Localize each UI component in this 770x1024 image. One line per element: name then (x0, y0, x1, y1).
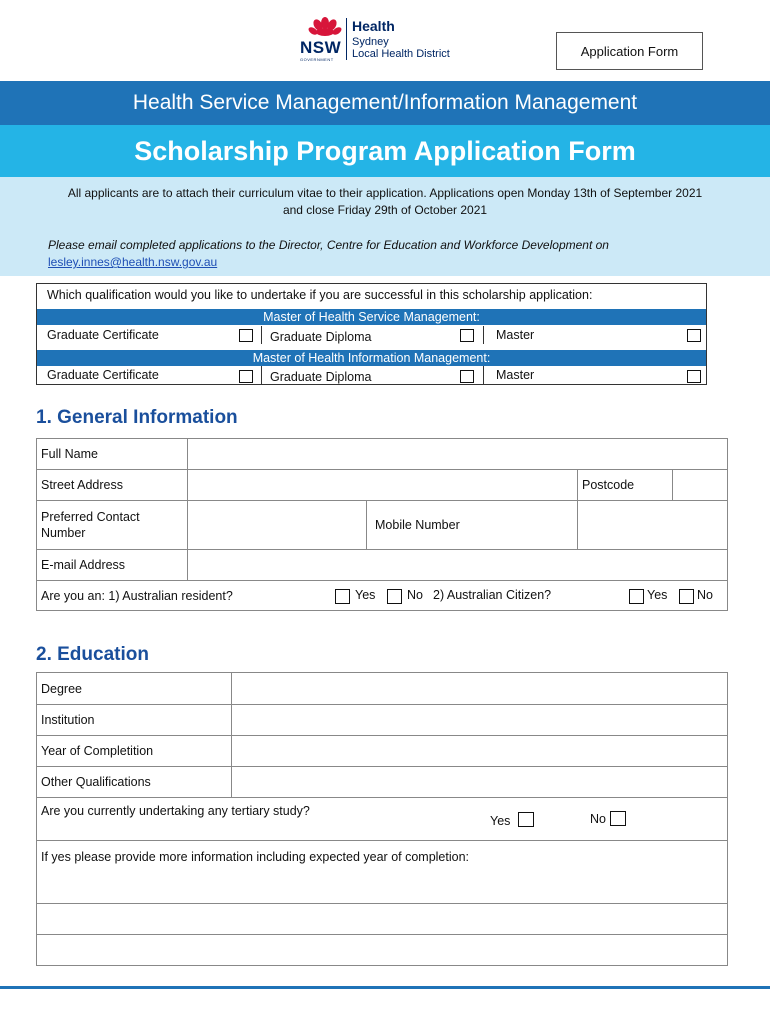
logo-nsw-text: NSW (300, 38, 342, 57)
tertiary-no-checkbox[interactable] (610, 811, 626, 826)
more-info-line-2[interactable] (37, 935, 728, 966)
email-input[interactable] (188, 550, 728, 581)
citizen-yes-label: Yes (647, 588, 668, 602)
waratah-icon (308, 16, 342, 38)
email-instruction (48, 237, 738, 271)
street-input[interactable] (188, 470, 578, 501)
qualification-box (36, 283, 707, 385)
him-cert-checkbox[interactable] (239, 370, 253, 383)
resident-no-label: No (407, 588, 423, 602)
logo-divider (346, 18, 347, 60)
tertiary-no-label: No (590, 812, 606, 826)
institution-input[interactable] (232, 705, 728, 736)
general-info-table (36, 438, 728, 611)
resident-yes-checkbox[interactable] (335, 589, 350, 604)
email-link[interactable]: lesley.innes@health.nsw.gov.au (48, 255, 218, 269)
tertiary-row (37, 798, 728, 841)
hsm-cert-checkbox[interactable] (239, 329, 253, 342)
mobile-input[interactable] (578, 501, 728, 550)
hsm-master-label: Master (496, 328, 535, 342)
tertiary-yes-checkbox[interactable] (518, 812, 534, 827)
citizen-question: 2) Australian Citizen? (433, 588, 552, 602)
education-table (36, 672, 728, 966)
more-info-label: If yes please provide more information including expected year of completion: (37, 841, 728, 904)
street-label: Street Address (37, 470, 188, 501)
degree-label: Degree (37, 673, 232, 705)
contact-label: Preferred Contact Number (37, 501, 188, 550)
row-divider (261, 326, 262, 344)
general-section-title: 1. General Information (36, 407, 238, 428)
more-info-line-1[interactable] (37, 904, 728, 935)
intro-text: All applicants are to attach their curriculum vitae to their application. Applications open Monday 13th of September 2021 and close Friday 29th of October 2021 (67, 186, 703, 217)
him-cert-label: Graduate Certificate (47, 368, 159, 382)
citizen-yes-checkbox[interactable] (629, 589, 644, 604)
full-name-label: Full Name (37, 439, 188, 470)
hsm-master-checkbox[interactable] (687, 329, 701, 342)
logo-sub1: Sydney (352, 36, 389, 48)
hsm-dipl-label: Graduate Diploma (270, 330, 372, 344)
year-label: Year of Completition (37, 736, 232, 767)
intro-panel (0, 177, 770, 276)
email-role: Director, Centre for Education and Workforce Development (278, 238, 593, 252)
resident-yes-label: Yes (355, 588, 376, 602)
postcode-input[interactable] (673, 470, 728, 501)
citizen-no-label: No (697, 588, 713, 602)
him-dipl-label: Graduate Diploma (270, 370, 372, 384)
tertiary-yes-label: Yes (490, 814, 511, 828)
resident-question: Are you an: 1) Australian resident? (41, 588, 233, 603)
logo-gov-text: GOVERNMENT (300, 57, 334, 62)
him-title: Master of Health Information Management: (37, 350, 706, 366)
email-on: on (592, 238, 609, 252)
postcode-label: Postcode (578, 470, 673, 501)
hsm-dipl-checkbox[interactable] (460, 329, 474, 342)
hsm-options-row (37, 326, 706, 344)
other-label: Other Qualifications (37, 767, 232, 798)
resident-no-checkbox[interactable] (387, 589, 402, 604)
tertiary-question: Are you currently undertaking any tertiary study? (41, 804, 310, 818)
page-title: Scholarship Program Application Form (0, 125, 770, 177)
row-divider (483, 366, 484, 384)
row-divider (483, 326, 484, 344)
degree-input[interactable] (232, 673, 728, 705)
citizen-no-checkbox[interactable] (679, 589, 694, 604)
row-divider (261, 366, 262, 384)
hsm-title: Master of Health Service Management: (37, 309, 706, 325)
logo-sub2: Local Health District (352, 48, 450, 60)
him-master-checkbox[interactable] (687, 370, 701, 383)
mobile-label: Mobile Number (367, 501, 578, 550)
him-options-row (37, 366, 706, 384)
hsm-cert-label: Graduate Certificate (47, 328, 159, 342)
email-label: E-mail Address (37, 550, 188, 581)
contact-input[interactable] (188, 501, 367, 550)
qualification-question: Which qualification would you like to undertake if you are successful in this scholarship application: (47, 288, 593, 302)
him-master-label: Master (496, 368, 535, 382)
nsw-health-logo (300, 14, 500, 64)
full-name-input[interactable] (188, 439, 728, 470)
other-input[interactable] (232, 767, 728, 798)
residency-row (37, 581, 728, 611)
education-section-title: 2. Education (36, 644, 149, 665)
him-dipl-checkbox[interactable] (460, 370, 474, 383)
institution-label: Institution (37, 705, 232, 736)
banner-line1: Health Service Management/Information Management (0, 81, 770, 125)
year-input[interactable] (232, 736, 728, 767)
logo-health-text: Health (352, 18, 395, 34)
application-form-label: Application Form (556, 32, 703, 70)
email-prefix: Please email completed applications to the (48, 238, 279, 252)
bottom-rule (0, 986, 770, 989)
